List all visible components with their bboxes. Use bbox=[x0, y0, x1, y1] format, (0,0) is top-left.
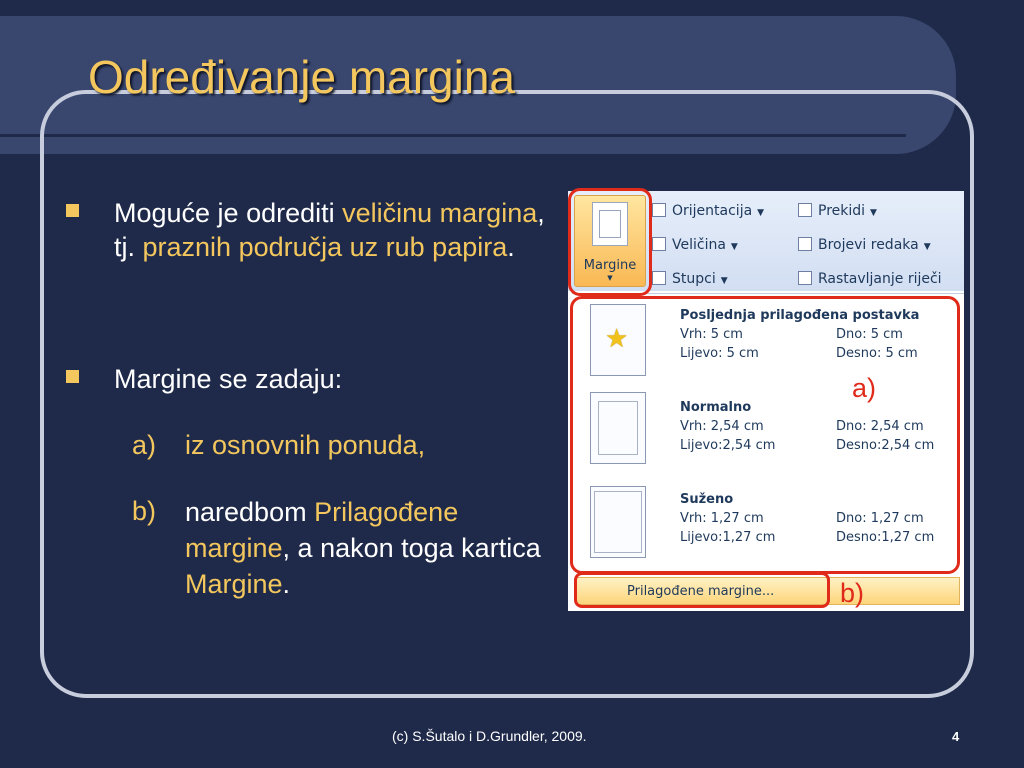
bullet-1-text: Moguće je odrediti bbox=[114, 198, 343, 228]
option-right: Desno: 5 cm bbox=[836, 346, 918, 361]
chevron-down-icon: ▼ bbox=[607, 274, 613, 282]
sub-item-a: iz osnovnih ponuda, bbox=[185, 430, 426, 460]
sub-item-b-text: naredbom bbox=[185, 497, 315, 527]
breaks-icon bbox=[798, 203, 812, 217]
bullet-marker bbox=[66, 204, 79, 217]
option-top: Vrh: 2,54 cm bbox=[680, 419, 764, 434]
highlight-margins-button bbox=[568, 188, 652, 296]
breaks-label: Prekidi bbox=[818, 203, 866, 219]
size-button[interactable] bbox=[652, 237, 738, 253]
option-name[interactable]: Posljednja prilagođena postavka bbox=[680, 308, 920, 323]
highlight-gallery bbox=[570, 296, 960, 574]
sub-item-b-text-3: . bbox=[282, 569, 291, 599]
bullet-marker bbox=[66, 370, 79, 383]
bullet-2: Margine se zadaju: bbox=[114, 364, 343, 394]
bullet-1 bbox=[114, 196, 554, 264]
orientation-label: Orijentacija bbox=[672, 203, 753, 219]
page-size-icon bbox=[652, 237, 666, 251]
option-top: Vrh: 5 cm bbox=[680, 327, 743, 342]
highlight-custom-margins bbox=[574, 572, 830, 608]
option-right: Desno:1,27 cm bbox=[836, 530, 935, 545]
line-numbers-label: Brojevi redaka bbox=[818, 237, 919, 253]
line-numbers-icon bbox=[798, 237, 812, 251]
option-top: Vrh: 1,27 cm bbox=[680, 511, 764, 526]
columns-button[interactable] bbox=[652, 271, 728, 287]
chevron-down-icon: ▼ bbox=[870, 208, 877, 218]
option-right: Desno:2,54 cm bbox=[836, 438, 935, 453]
option-bottom: Dno: 5 cm bbox=[836, 327, 903, 342]
columns-icon bbox=[652, 271, 666, 285]
bullet-1-highlight-2: praznih područja uz rub papira bbox=[142, 232, 508, 262]
custom-margins-label: Prilagođene margine... bbox=[627, 584, 775, 599]
annotation-b: b) bbox=[840, 578, 865, 608]
option-bottom: Dno: 2,54 cm bbox=[836, 419, 924, 434]
hyphenation-icon bbox=[798, 271, 812, 285]
line-numbers-button[interactable] bbox=[798, 237, 931, 253]
bullet-1-text-3: . bbox=[507, 232, 515, 262]
chevron-down-icon: ▼ bbox=[720, 276, 728, 286]
footer-copyright: (c) S.Šutalo i D.Grundler, 2009. bbox=[392, 728, 587, 744]
sub-item-b bbox=[185, 494, 553, 602]
option-name[interactable]: Suženo bbox=[680, 492, 734, 507]
size-label: Veličina bbox=[672, 237, 726, 253]
option-name[interactable]: Normalno bbox=[680, 400, 752, 415]
bullet-1-text-2: , tj. bbox=[114, 198, 545, 262]
option-left: Lijevo:2,54 cm bbox=[680, 438, 776, 453]
sub-item-b-label: b) bbox=[132, 496, 157, 526]
chevron-down-icon: ▼ bbox=[730, 242, 738, 252]
hyphenation-button[interactable] bbox=[798, 271, 942, 287]
margins-button-label: Margine bbox=[583, 258, 637, 273]
annotation-a: a) bbox=[852, 373, 877, 403]
orientation-button[interactable] bbox=[652, 203, 764, 219]
hyphenation-label: Rastavljanje riječi bbox=[818, 271, 942, 287]
sub-item-b-highlight-1: Prilagođene margine bbox=[185, 497, 459, 563]
page-number: 4 bbox=[952, 729, 960, 744]
columns-label: Stupci bbox=[672, 271, 716, 287]
orientation-icon bbox=[652, 203, 666, 217]
option-left: Lijevo: 5 cm bbox=[680, 346, 759, 361]
breaks-button[interactable] bbox=[798, 203, 877, 219]
chevron-down-icon: ▼ bbox=[757, 208, 765, 218]
slide-title: Određivanje margina bbox=[88, 51, 516, 103]
chevron-down-icon: ▼ bbox=[923, 242, 931, 252]
sub-item-b-text-2: , a nakon toga kartica bbox=[282, 533, 541, 563]
sub-item-b-highlight-2: Margine bbox=[185, 569, 283, 599]
bullet-1-highlight-1: veličinu margina bbox=[342, 198, 538, 228]
sub-item-a-label: a) bbox=[132, 430, 157, 460]
star-icon: ★ bbox=[605, 324, 629, 354]
option-bottom: Dno: 1,27 cm bbox=[836, 511, 924, 526]
option-left: Lijevo:1,27 cm bbox=[680, 530, 776, 545]
